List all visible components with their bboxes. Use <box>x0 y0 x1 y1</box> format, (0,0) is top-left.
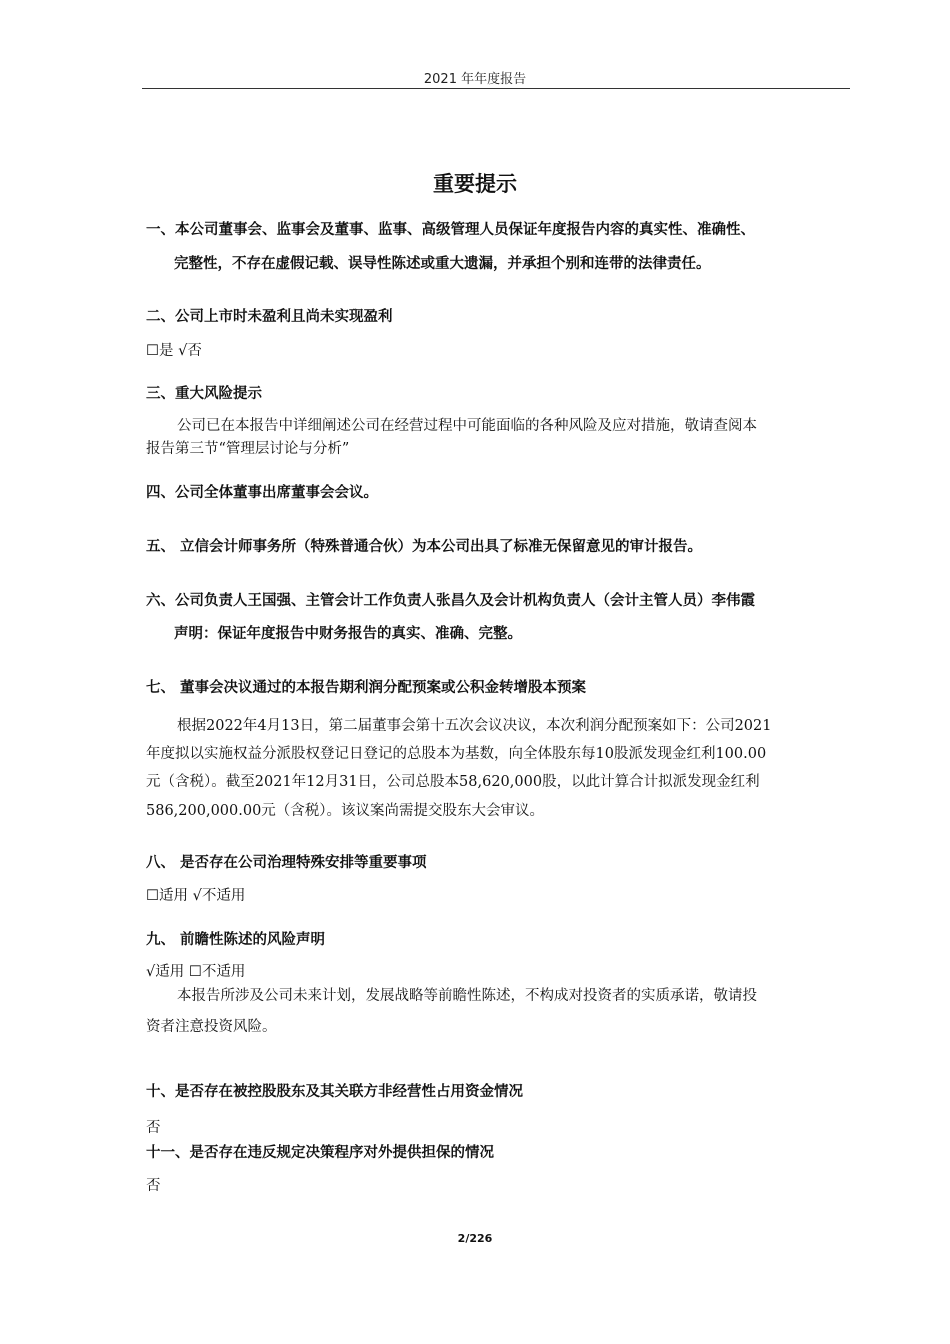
section-8-options: ☐适用 √不适用 <box>146 888 246 904</box>
section-7-line-1: 根据2022年4月13日，第二届董事会第十五次会议决议，本次利润分配预案如下：公司2021 <box>177 718 772 734</box>
section-7-line-3: 元（含税）。截至2021年12月31日，公司总股本58,620,000股，以此计算合计拟派发现金红利 <box>146 774 760 790</box>
section-11-answer: 否 <box>146 1178 161 1194</box>
section-1-line-2: 完整性，不存在虚假记载、误导性陈述或重大遗漏，并承担个别和连带的法律责任。 <box>174 256 711 272</box>
section-1-line-1: 一、本公司董事会、监事会及董事、监事、高级管理人员保证年度报告内容的真实性、准确性、 <box>146 222 755 238</box>
page-number: 2/226 <box>457 1232 493 1245</box>
section-9-line-1: 本报告所涉及公司未来计划，发展战略等前瞻性陈述，不构成对投资者的实质承诺，敬请投 <box>177 988 757 1004</box>
section-11-heading: 十一、是否存在违反规定决策程序对外提供担保的情况 <box>146 1145 494 1161</box>
section-7-heading: 七、 董事会决议通过的本报告期利润分配预案或公积金转增股本预案 <box>146 680 587 696</box>
section-10-answer: 否 <box>146 1120 161 1136</box>
section-8-heading: 八、 是否存在公司治理特殊安排等重要事项 <box>146 855 427 871</box>
section-10-heading: 十、是否存在被控股股东及其关联方非经营性占用资金情况 <box>146 1084 523 1100</box>
section-3-line-1: 公司已在本报告中详细阐述公司在经营过程中可能面临的各种风险及应对措施，敬请查阅本 <box>177 418 757 434</box>
section-3-heading: 三、重大风险提示 <box>146 386 262 402</box>
section-6-line-2: 声明：保证年度报告中财务报告的真实、准确、完整。 <box>174 626 522 642</box>
section-5-heading: 五、 立信会计师事务所（特殊普通合伙）为本公司出具了标准无保留意见的审计报告。 <box>146 539 703 555</box>
section-4-heading: 四、公司全体董事出席董事会会议。 <box>146 485 378 501</box>
section-9-options: √适用 ☐不适用 <box>146 964 246 980</box>
section-9-heading: 九、 前瞻性陈述的风险声明 <box>146 932 326 948</box>
section-9-line-2: 资者注意投资风险。 <box>146 1019 277 1035</box>
page-header: 2021 年年度报告 <box>423 72 527 87</box>
section-7-line-4: 586,200,000.00元（含税）。该议案尚需提交股东大会审议。 <box>146 803 545 819</box>
section-2-heading: 二、公司上市时未盈利且尚未实现盈利 <box>146 309 393 325</box>
section-6-line-1: 六、公司负责人王国强、主管会计工作负责人张昌久及会计机构负责人（会计主管人员）李伟霞 <box>146 593 755 609</box>
section-7-line-2: 年度拟以实施权益分派股权登记日登记的总股本为基数，向全体股东每10股派发现金红利100.00 <box>146 746 767 762</box>
page-title: 重要提示 <box>433 172 517 196</box>
section-3-line-2: 报告第三节“管理层讨论与分析” <box>146 441 350 457</box>
section-2-options: ☐是 √否 <box>146 343 202 359</box>
header-rule <box>142 88 850 89</box>
